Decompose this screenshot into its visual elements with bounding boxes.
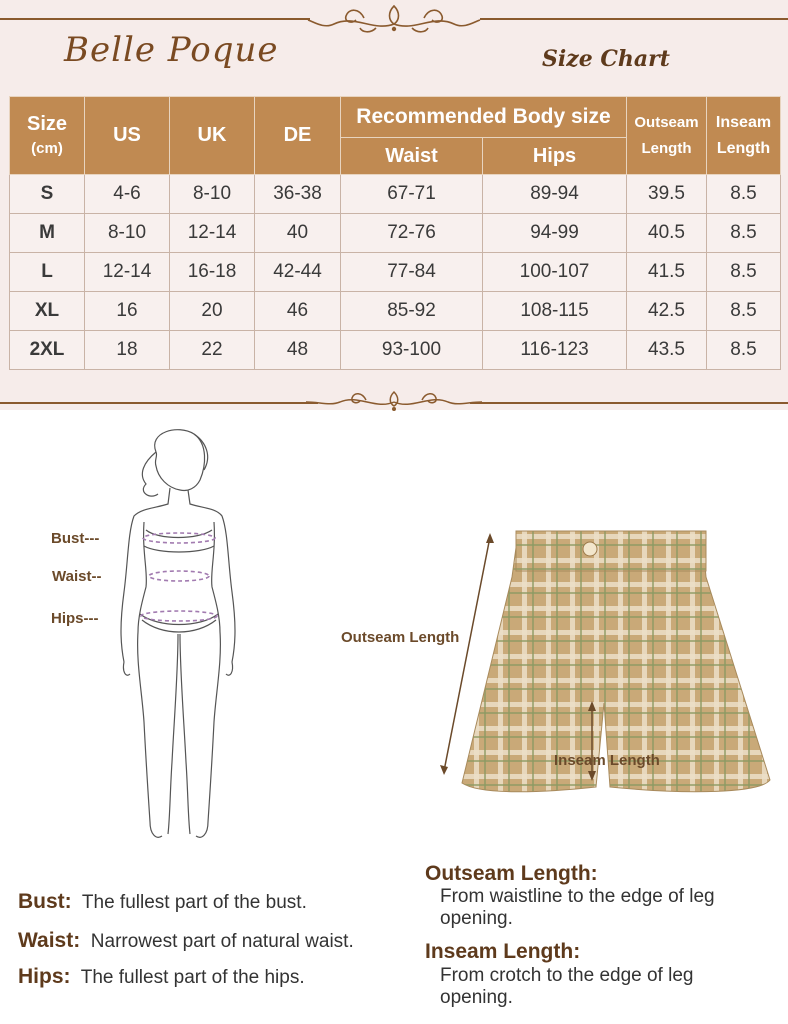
body-figure-illustration — [108, 422, 248, 852]
waist-cell: 85-92 — [341, 292, 483, 331]
inseam-definition-title: Inseam Length: — [425, 940, 581, 963]
size-cell: L — [10, 253, 85, 292]
uk-cell: 20 — [170, 292, 255, 331]
inseam-cell: 8.5 — [707, 214, 781, 253]
us-cell: 4-6 — [85, 175, 170, 214]
de-cell: 36-38 — [255, 175, 341, 214]
size-chart-table — [9, 96, 781, 370]
us-cell: 16 — [85, 292, 170, 331]
outseam-cell: 42.5 — [627, 292, 707, 331]
outseam-cell: 43.5 — [627, 331, 707, 370]
inseam-cell: 8.5 — [707, 331, 781, 370]
uk-cell: 8-10 — [170, 175, 255, 214]
col-header-inseam: Inseam Length — [707, 97, 781, 175]
us-cell: 18 — [85, 331, 170, 370]
de-cell: 48 — [255, 331, 341, 370]
outseam-cell: 39.5 — [627, 175, 707, 214]
hips-cell: 116-123 — [483, 331, 627, 370]
de-cell: 40 — [255, 214, 341, 253]
bust-pointer-label: Bust--- — [51, 530, 100, 547]
hips-definition: Hips: The fullest part of the hips. — [18, 965, 305, 988]
table-row — [10, 214, 781, 253]
waist-cell: 93-100 — [341, 331, 483, 370]
de-cell: 46 — [255, 292, 341, 331]
size-cell: M — [10, 214, 85, 253]
inseam-cell: 8.5 — [707, 175, 781, 214]
col-header-waist: Waist — [341, 138, 483, 175]
inseam-cell: 8.5 — [707, 253, 781, 292]
hips-pointer-label: Hips--- — [51, 610, 99, 627]
hips-cell: 94-99 — [483, 214, 627, 253]
col-header-de: DE — [255, 97, 341, 175]
brand-logo: Belle Poque — [64, 30, 279, 70]
col-header-recommended: Recommended Body size — [341, 97, 627, 138]
col-header-us: US — [85, 97, 170, 175]
waist-pointer-label: Waist-- — [52, 568, 102, 585]
uk-cell: 12-14 — [170, 214, 255, 253]
waist-definition: Waist: Narrowest part of natural waist. — [18, 929, 354, 952]
inseam-definition-text: From crotch to the edge of leg opening. — [440, 965, 694, 1008]
size-cell: S — [10, 175, 85, 214]
outseam-definition-title: Outseam Length: — [425, 862, 598, 885]
plaid-shorts-image — [440, 525, 780, 860]
flourish-ornament-icon — [304, 2, 484, 36]
outseam-length-label: Outseam Length — [341, 629, 460, 646]
outseam-definition-text: From waistline to the edge of leg opening. — [440, 886, 715, 929]
col-header-outseam: Outseam Length — [627, 97, 707, 175]
uk-cell: 16-18 — [170, 253, 255, 292]
outseam-cell: 41.5 — [627, 253, 707, 292]
size-cell: 2XL — [10, 331, 85, 370]
outseam-cell: 40.5 — [627, 214, 707, 253]
col-header-hips: Hips — [483, 138, 627, 175]
waist-cell: 77-84 — [341, 253, 483, 292]
us-cell: 8-10 — [85, 214, 170, 253]
chart-title: Size Chart — [542, 46, 670, 72]
table-row — [10, 253, 781, 292]
size-cell: XL — [10, 292, 85, 331]
waist-cell: 67-71 — [341, 175, 483, 214]
inseam-length-label: Inseam Length — [554, 752, 660, 769]
col-header-size: Size (cm) — [10, 97, 85, 175]
hips-cell: 100-107 — [483, 253, 627, 292]
col-header-uk: UK — [170, 97, 255, 175]
hips-cell: 108-115 — [483, 292, 627, 331]
uk-cell: 22 — [170, 331, 255, 370]
us-cell: 12-14 — [85, 253, 170, 292]
bust-definition: Bust: The fullest part of the bust. — [18, 890, 307, 913]
inseam-cell: 8.5 — [707, 292, 781, 331]
waist-cell: 72-76 — [341, 214, 483, 253]
table-row — [10, 292, 781, 331]
table-row — [10, 331, 781, 370]
de-cell: 42-44 — [255, 253, 341, 292]
table-row — [10, 175, 781, 214]
hips-cell: 89-94 — [483, 175, 627, 214]
flourish-ornament-bottom-icon — [300, 388, 488, 414]
